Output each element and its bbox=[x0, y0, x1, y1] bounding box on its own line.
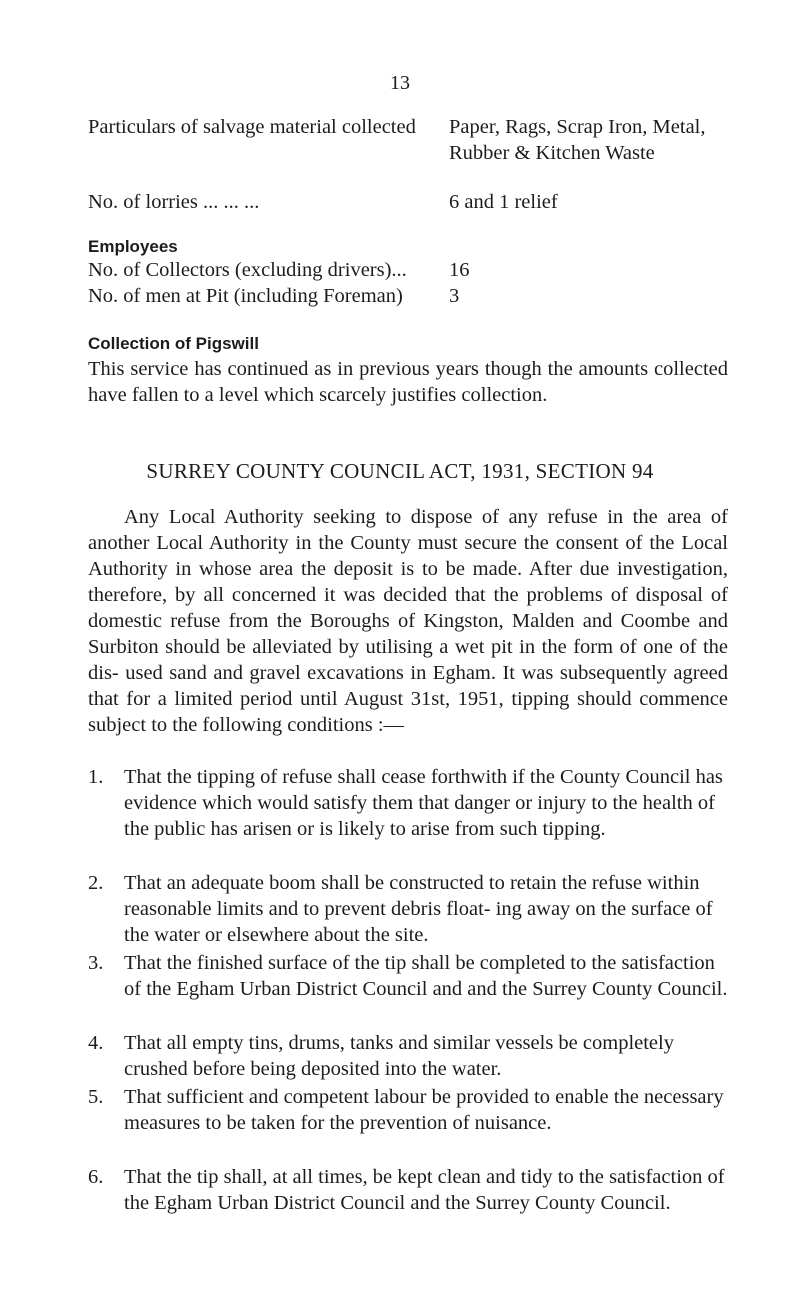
condition-text: That sufficient and competent labour be provided to enable the necessary measures to be taken for the prevention of nuisance. bbox=[124, 1086, 724, 1134]
condition-text: That the tipping of refuse shall cease forthwith if the County Council has evidence which would satisfy them that danger or injury to the health of the public has arisen or is likely to arise from such tipping. bbox=[124, 766, 723, 840]
condition-text: That the finished surface of the tip shall be completed to the satisfaction of the Egham Urban District Council and and the Surrey County Council. bbox=[124, 952, 728, 1000]
employees-heading: Employees bbox=[88, 237, 178, 256]
condition-text: That all empty tins, drums, tanks and similar vessels be completely crushed before being deposited into the water. bbox=[124, 1032, 674, 1080]
pigswill-paragraph: This service has continued as in previous years though the amounts collected have fallen to a level which scarcely justifies collection. bbox=[88, 358, 728, 406]
condition-number: 3. bbox=[88, 952, 104, 974]
condition-number: 6. bbox=[88, 1166, 104, 1188]
act-paragraph: Any Local Authority seeking to dispose of any refuse in the area of another Local Authority in the County must secure the consent of the Local Authority in whose area the deposit is to be made. After due investigation, therefore, by all concerned it was decided that the problems of disposal of domestic refuse from the Boroughs of Kingston, Malden and Coombe and Surbiton should be alleviated by utilising a wet pit in the form of one of the dis- used sand and gravel excavations in Egham. It was subsequently agreed that for a limited period until August 31st, 1951, tipping should commence subject to the following conditions :— bbox=[88, 506, 728, 736]
collectors-value: 16 bbox=[449, 259, 470, 281]
collectors-label: No. of Collectors (excluding drivers)... bbox=[88, 259, 407, 281]
condition-text: That the tip shall, at all times, be kept clean and tidy to the satisfaction of the Egham Urban District Council and the Surrey County Council. bbox=[124, 1166, 725, 1214]
condition-number: 1. bbox=[88, 766, 104, 788]
pit-men-label: No. of men at Pit (including Foreman) bbox=[88, 285, 403, 307]
pit-men-value: 3 bbox=[449, 285, 460, 307]
lorries-label: No. of lorries ... ... ... bbox=[88, 191, 260, 213]
lorries-value: 6 and 1 relief bbox=[449, 191, 558, 213]
salvage-particulars-value: Paper, Rags, Scrap Iron, Metal, Rubber & Kitchen Waste bbox=[449, 116, 706, 164]
page-number: 13 bbox=[390, 72, 410, 94]
condition-number: 4. bbox=[88, 1032, 104, 1054]
act-heading: SURREY COUNTY COUNCIL ACT, 1931, SECTION 94 bbox=[146, 459, 654, 483]
condition-number: 5. bbox=[88, 1086, 104, 1108]
condition-number: 2. bbox=[88, 872, 104, 894]
pigswill-heading: Collection of Pigswill bbox=[88, 334, 259, 353]
salvage-particulars-label: Particulars of salvage material collected bbox=[88, 116, 416, 138]
condition-text: That an adequate boom shall be constructed to retain the refuse within reasonable limits and to prevent debris float- ing away on the surface of the water or elsewhere about the site. bbox=[124, 872, 713, 946]
